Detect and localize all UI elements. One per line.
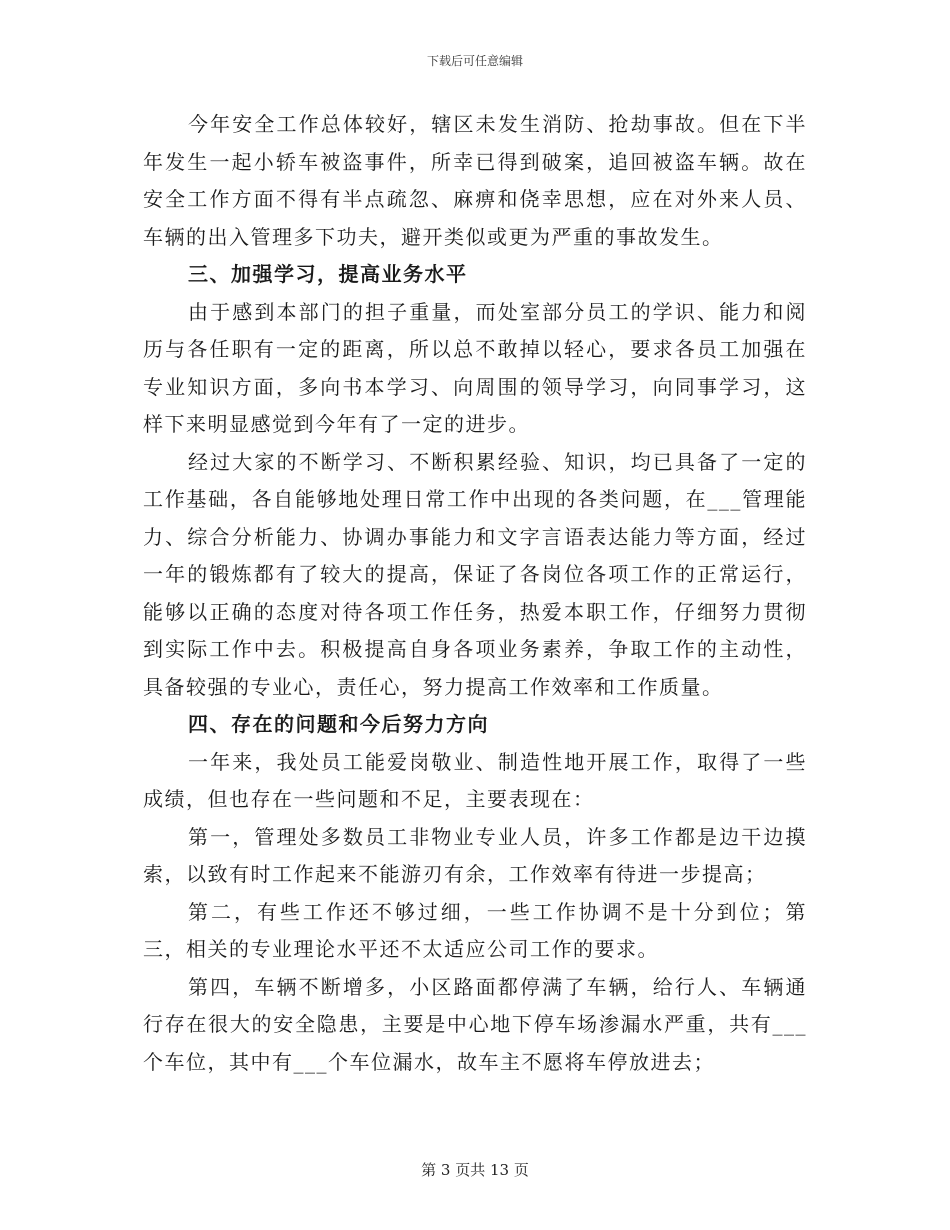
section-heading-4: 四、存在的问题和今后努力方向 — [188, 712, 489, 736]
paragraph-problem-1: 第一，管理处多数员工非物业专业人员，许多工作都是边干边摸索，以致有时工作起来不能游刃有余，工作效率有待进一步提高； — [143, 824, 807, 886]
paragraph-learning: 由于感到本部门的担子重量，而处室部分员工的学识、能力和阅历与各任职有一定的距离，所以总不敢掉以轻心，要求各员工加强在专业知识方面，多向书本学习、向周围的领导学习，向同事学习，这样下来明显感觉到今年有了一定的进步。 — [143, 299, 807, 436]
section-heading-3: 三、加强学习，提高业务水平 — [188, 262, 468, 286]
header-note: 下载后可任意编辑 — [426, 54, 523, 68]
page-number: 第 3 页共 13 页 — [421, 1161, 529, 1179]
paragraph-progress: 经过大家的不断学习、不断积累经验、知识，均已具备了一定的工作基础，各自能够地处理日常工作中出现的各类问题，在___管理能力、综合分析能力、协调办事能力和文字言语表达能力等方面，经过一年的锻炼都有了较大的提高，保证了各岗位各项工作的正常运行，能够以正确的态度对待各项工作任务，热爱本职工作，仔细努力贯彻到实际工作中去。积极提高自身各项业务素养，争取工作的主动性，具备较强的专业心，责任心，努力提高工作效率和工作质量。 — [143, 449, 807, 699]
paragraph-problems-intro: 一年来，我处员工能爱岗敬业、制造性地开展工作，取得了一些成绩，但也存在一些问题和不足，主要表现在： — [143, 749, 807, 811]
paragraph-problem-2-3: 第二，有些工作还不够过细，一些工作协调不是十分到位；第三，相关的专业理论水平还不太适应公司工作的要求。 — [143, 899, 807, 961]
paragraph-safety: 今年安全工作总体较好，辖区未发生消防、抢劫事故。但在下半年发生一起小轿车被盗事件，所幸已得到破案，追回被盗车辆。故在安全工作方面不得有半点疏忽、麻痹和侥幸思想，应在对外来人员、车辆的出入管理多下功夫，避开类似或更为严重的事故发生。 — [143, 112, 807, 249]
document-body — [143, 106, 807, 1081]
paragraph-problem-4: 第四，车辆不断增多，小区路面都停满了车辆，给行人、车辆通行存在很大的安全隐患，主要是中心地下停车场渗漏水严重，共有___个车位，其中有___个车位漏水，故车主不愿将车停放进去； — [143, 974, 807, 1074]
